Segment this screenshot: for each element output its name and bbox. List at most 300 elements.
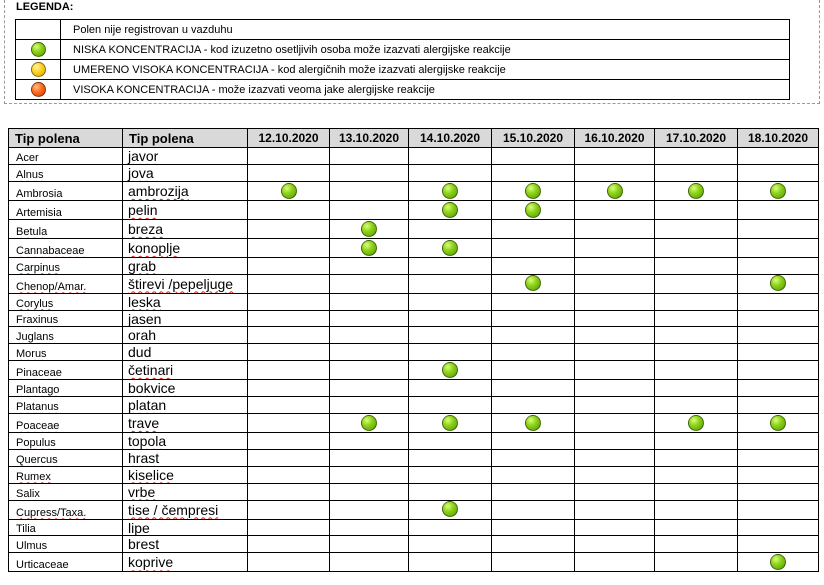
pollen-local-name [123,181,248,200]
pollen-local-name [123,414,248,433]
table-row [9,164,819,181]
legend-swatch [16,20,61,40]
concentration-cell [575,553,655,572]
concentration-cell [248,449,330,466]
concentration-cell [492,148,575,165]
concentration-cell [248,344,330,361]
pollen-local-text: jasen [128,310,162,327]
pollen-local-text: štirevi /pepeljuge [128,275,234,292]
pollen-latin-text: Artemisia [16,206,62,219]
concentration-cell [575,536,655,553]
concentration-cell [492,466,575,483]
concentration-cell [738,500,819,519]
header-date: 14.10.2020 [409,129,492,148]
concentration-cell [655,414,738,433]
concentration-cell [330,433,409,450]
pollen-local-name [123,466,248,483]
concentration-cell [738,483,819,500]
concentration-cell [655,200,738,219]
concentration-cell [248,293,330,310]
concentration-cell [655,500,738,519]
concentration-cell [575,466,655,483]
pollen-local-name [123,344,248,361]
legend-description: UMERENO VISOKA KONCENTRACIJA - kod alergičnih može izazvati alergijske reakcije [61,60,790,80]
concentration-cell [492,238,575,257]
concentration-cell [409,433,492,450]
pollen-local-text: lipe [128,519,150,536]
pollen-local-text: breza [128,220,164,237]
pollen-latin-text: Acer [16,151,39,164]
concentration-cell [409,361,492,380]
pollen-local-name [123,327,248,344]
legend-description: VISOKA KONCENTRACIJA - može izazvati veoma jake alergijske reakcije [61,80,790,100]
concentration-cell [248,519,330,536]
concentration-cell [655,466,738,483]
concentration-cell [655,433,738,450]
concentration-cell [738,536,819,553]
concentration-cell [248,257,330,274]
table-row [9,200,819,219]
concentration-cell [492,433,575,450]
pollen-latin-text: Ambrosia [16,187,63,200]
pollen-latin-name [9,344,123,361]
concentration-cell [575,361,655,380]
pollen-local-text: platan [128,397,167,414]
pollen-local-text: tise / čempresi [128,501,219,518]
concentration-cell [330,310,409,327]
low-concentration-dot-icon [607,183,623,199]
pollen-latin-text: Ulmus [16,540,48,553]
concentration-cell [409,414,492,433]
pollen-latin-text: Populus [16,436,56,449]
legend-description: Polen nije registrovan u vazduhu [61,20,790,40]
low-concentration-dot-icon [442,501,458,517]
table-row [9,536,819,553]
pollen-latin-text: Rumex [16,470,51,483]
header-local: Tip polena [123,129,248,148]
concentration-cell [575,519,655,536]
header-latin: Tip polena [9,129,123,148]
table-row [9,274,819,293]
pollen-local-name [123,553,248,572]
mid-concentration-dot-icon [31,62,46,77]
pollen-local-text: brest [128,536,160,553]
concentration-cell [738,380,819,397]
pollen-latin-name [9,500,123,519]
pollen-local-name [123,500,248,519]
pollen-local-name [123,380,248,397]
concentration-cell [248,238,330,257]
concentration-cell [248,164,330,181]
concentration-cell [655,449,738,466]
concentration-cell [492,449,575,466]
concentration-cell [738,164,819,181]
pollen-latin-name [9,483,123,500]
concentration-cell [655,310,738,327]
table-row [9,293,819,310]
concentration-cell [492,553,575,572]
table-row [9,500,819,519]
pollen-local-text: kiselice [128,466,174,483]
concentration-cell [575,449,655,466]
concentration-cell [330,257,409,274]
concentration-cell [248,483,330,500]
concentration-cell [409,380,492,397]
low-concentration-dot-icon [442,240,458,256]
pollen-local-name [123,200,248,219]
table-row [9,181,819,200]
concentration-cell [575,200,655,219]
low-concentration-dot-icon [525,183,541,199]
concentration-cell [248,500,330,519]
concentration-cell [330,274,409,293]
pollen-latin-name [9,148,123,165]
pollen-local-text: leska [128,293,161,310]
concentration-cell [575,310,655,327]
pollen-latin-text: Corylus [16,297,54,310]
concentration-cell [330,219,409,238]
concentration-cell [248,181,330,200]
legend-table [15,19,790,100]
pollen-latin-text: Cannabaceae [16,244,85,257]
concentration-cell [248,397,330,414]
concentration-cell [248,219,330,238]
concentration-cell [409,200,492,219]
pollen-local-text: pelin [128,201,158,218]
low-concentration-dot-icon [31,42,46,57]
pollen-local-text: ambrozija [128,182,189,199]
pollen-table [8,128,819,572]
concentration-cell [655,257,738,274]
low-concentration-dot-icon [525,275,541,291]
pollen-local-name [123,361,248,380]
concentration-cell [655,553,738,572]
concentration-cell [738,519,819,536]
legend-swatch [16,80,61,100]
table-row [9,519,819,536]
table-row [9,414,819,433]
concentration-cell [248,148,330,165]
pollen-latin-name [9,293,123,310]
concentration-cell [738,219,819,238]
legend-swatch [16,40,61,60]
concentration-cell [575,483,655,500]
pollen-latin-name [9,449,123,466]
concentration-cell [655,219,738,238]
concentration-cell [575,148,655,165]
concentration-cell [248,380,330,397]
pollen-latin-text: Juglans [16,331,54,344]
pollen-latin-text: Alnus [16,168,44,181]
pollen-latin-name [9,181,123,200]
pollen-latin-text: Urticaceae [16,559,69,572]
concentration-cell [655,519,738,536]
concentration-cell [492,181,575,200]
concentration-cell [409,293,492,310]
table-row [9,257,819,274]
concentration-cell [738,257,819,274]
concentration-cell [330,380,409,397]
concentration-cell [248,274,330,293]
concentration-cell [655,327,738,344]
concentration-cell [492,536,575,553]
concentration-cell [655,344,738,361]
pollen-latin-text: Poaceae [16,420,60,433]
pollen-latin-name [9,553,123,572]
concentration-cell [575,164,655,181]
concentration-cell [248,310,330,327]
pollen-local-text: vrbe [128,483,156,500]
low-concentration-dot-icon [442,415,458,431]
table-row [9,148,819,165]
pollen-latin-name [9,310,123,327]
pollen-latin-text: Pinaceae [16,367,62,380]
pollen-latin-name [9,519,123,536]
concentration-cell [330,181,409,200]
low-concentration-dot-icon [525,415,541,431]
low-concentration-dot-icon [442,183,458,199]
concentration-cell [738,200,819,219]
concentration-cell [409,274,492,293]
concentration-cell [330,553,409,572]
concentration-cell [409,397,492,414]
table-row [9,327,819,344]
pollen-latin-name [9,164,123,181]
concentration-cell [492,519,575,536]
pollen-latin-name [9,219,123,238]
concentration-cell [655,361,738,380]
low-concentration-dot-icon [770,415,786,431]
concentration-cell [330,397,409,414]
high-concentration-dot-icon [31,82,46,97]
pollen-local-text: jova [128,164,154,181]
concentration-cell [492,380,575,397]
concentration-cell [330,238,409,257]
pollen-latin-text: Platanus [16,401,59,414]
concentration-cell [655,148,738,165]
pollen-local-text: četinari [128,362,174,379]
pollen-local-name [123,274,248,293]
table-row [9,466,819,483]
pollen-local-name [123,519,248,536]
pollen-local-text: koprive [128,554,174,571]
concentration-cell [655,238,738,257]
legend-description: NISKA KONCENTRACIJA - kod izuzetno osetljivih osoba može izazvati alergijske reakcije [61,40,790,60]
header-date: 12.10.2020 [248,129,330,148]
concentration-cell [738,148,819,165]
pollen-latin-text: Cupress/Taxa. [16,506,87,519]
pollen-local-text: trave [128,415,160,432]
concentration-cell [330,536,409,553]
low-concentration-dot-icon [281,183,297,199]
pollen-local-name [123,397,248,414]
concentration-cell [738,344,819,361]
concentration-cell [492,274,575,293]
low-concentration-dot-icon [361,415,377,431]
low-concentration-dot-icon [361,240,377,256]
concentration-cell [248,327,330,344]
pollen-local-text: hrast [128,449,160,466]
concentration-cell [655,483,738,500]
header-date: 18.10.2020 [738,129,819,148]
pollen-latin-name [9,536,123,553]
concentration-cell [492,397,575,414]
pollen-latin-name [9,433,123,450]
pollen-latin-text: Plantago [16,384,60,397]
table-row [9,553,819,572]
table-row [9,483,819,500]
concentration-cell [492,293,575,310]
concentration-cell [738,274,819,293]
concentration-cell [492,164,575,181]
concentration-cell [330,148,409,165]
header-date: 17.10.2020 [655,129,738,148]
concentration-cell [492,327,575,344]
concentration-cell [492,219,575,238]
concentration-cell [575,257,655,274]
table-row [9,433,819,450]
concentration-cell [492,257,575,274]
pollen-local-name [123,536,248,553]
table-row [9,219,819,238]
concentration-cell [409,219,492,238]
concentration-cell [575,414,655,433]
pollen-latin-name [9,397,123,414]
concentration-cell [492,200,575,219]
pollen-local-name [123,293,248,310]
concentration-cell [492,361,575,380]
low-concentration-dot-icon [442,202,458,218]
pollen-latin-text: Betula [16,225,48,238]
concentration-cell [409,164,492,181]
concentration-cell [330,327,409,344]
concentration-cell [575,327,655,344]
concentration-cell [738,238,819,257]
concentration-cell [330,361,409,380]
pollen-local-text: topola [128,432,167,449]
pollen-latin-text: Fraxinus [16,314,59,327]
low-concentration-dot-icon [688,415,704,431]
concentration-cell [575,293,655,310]
concentration-cell [575,500,655,519]
low-concentration-dot-icon [688,183,704,199]
concentration-cell [248,200,330,219]
concentration-cell [575,219,655,238]
concentration-cell [738,293,819,310]
concentration-cell [409,483,492,500]
table-header-row [9,129,819,148]
concentration-cell [248,414,330,433]
concentration-cell [330,449,409,466]
concentration-cell [492,483,575,500]
pollen-local-name [123,310,248,327]
pollen-latin-text: Tilia [16,523,36,536]
concentration-cell [330,344,409,361]
concentration-cell [738,466,819,483]
concentration-cell [738,449,819,466]
legend-row [16,40,790,60]
concentration-cell [738,310,819,327]
concentration-cell [738,361,819,380]
concentration-cell [248,536,330,553]
concentration-cell [409,257,492,274]
concentration-cell [330,519,409,536]
concentration-cell [248,466,330,483]
pollen-local-text: bokvice [128,380,176,397]
pollen-latin-name [9,238,123,257]
concentration-cell [409,466,492,483]
concentration-cell [492,344,575,361]
header-date: 13.10.2020 [330,129,409,148]
concentration-cell [409,553,492,572]
concentration-cell [738,181,819,200]
concentration-cell [738,433,819,450]
concentration-cell [248,433,330,450]
concentration-cell [330,466,409,483]
concentration-cell [655,397,738,414]
concentration-cell [409,181,492,200]
concentration-cell [409,344,492,361]
concentration-cell [492,414,575,433]
pollen-local-name [123,483,248,500]
concentration-cell [409,148,492,165]
table-row [9,380,819,397]
concentration-cell [409,500,492,519]
concentration-cell [492,500,575,519]
concentration-cell [575,397,655,414]
low-concentration-dot-icon [442,362,458,378]
concentration-cell [575,380,655,397]
legend-title: LEGENDA: [16,1,74,13]
concentration-cell [330,293,409,310]
low-concentration-dot-icon [770,275,786,291]
concentration-cell [409,238,492,257]
pollen-local-text: grab [128,257,157,274]
concentration-cell [248,553,330,572]
table-row [9,449,819,466]
low-concentration-dot-icon [770,183,786,199]
header-date: 16.10.2020 [575,129,655,148]
pollen-local-name [123,164,248,181]
low-concentration-dot-icon [525,202,541,218]
concentration-cell [330,200,409,219]
pollen-local-text: javor [128,147,159,164]
pollen-latin-name [9,257,123,274]
pollen-local-name [123,219,248,238]
concentration-cell [330,500,409,519]
pollen-local-text: dud [128,344,152,361]
concentration-cell [738,553,819,572]
header-date: 15.10.2020 [492,129,575,148]
pollen-latin-text: Quercus [16,453,58,466]
concentration-cell [655,536,738,553]
concentration-cell [248,361,330,380]
pollen-latin-text: Salix [16,487,40,500]
concentration-cell [738,327,819,344]
concentration-cell [655,293,738,310]
concentration-cell [330,414,409,433]
pollen-latin-text: Carpinus [16,261,61,274]
pollen-latin-text: Chenop/Amar. [16,280,87,293]
concentration-cell [492,310,575,327]
concentration-cell [575,274,655,293]
pollen-latin-name [9,361,123,380]
table-row [9,310,819,327]
concentration-cell [655,181,738,200]
pollen-local-name [123,257,248,274]
pollen-latin-name [9,414,123,433]
pollen-local-text: konoplje [128,239,181,256]
